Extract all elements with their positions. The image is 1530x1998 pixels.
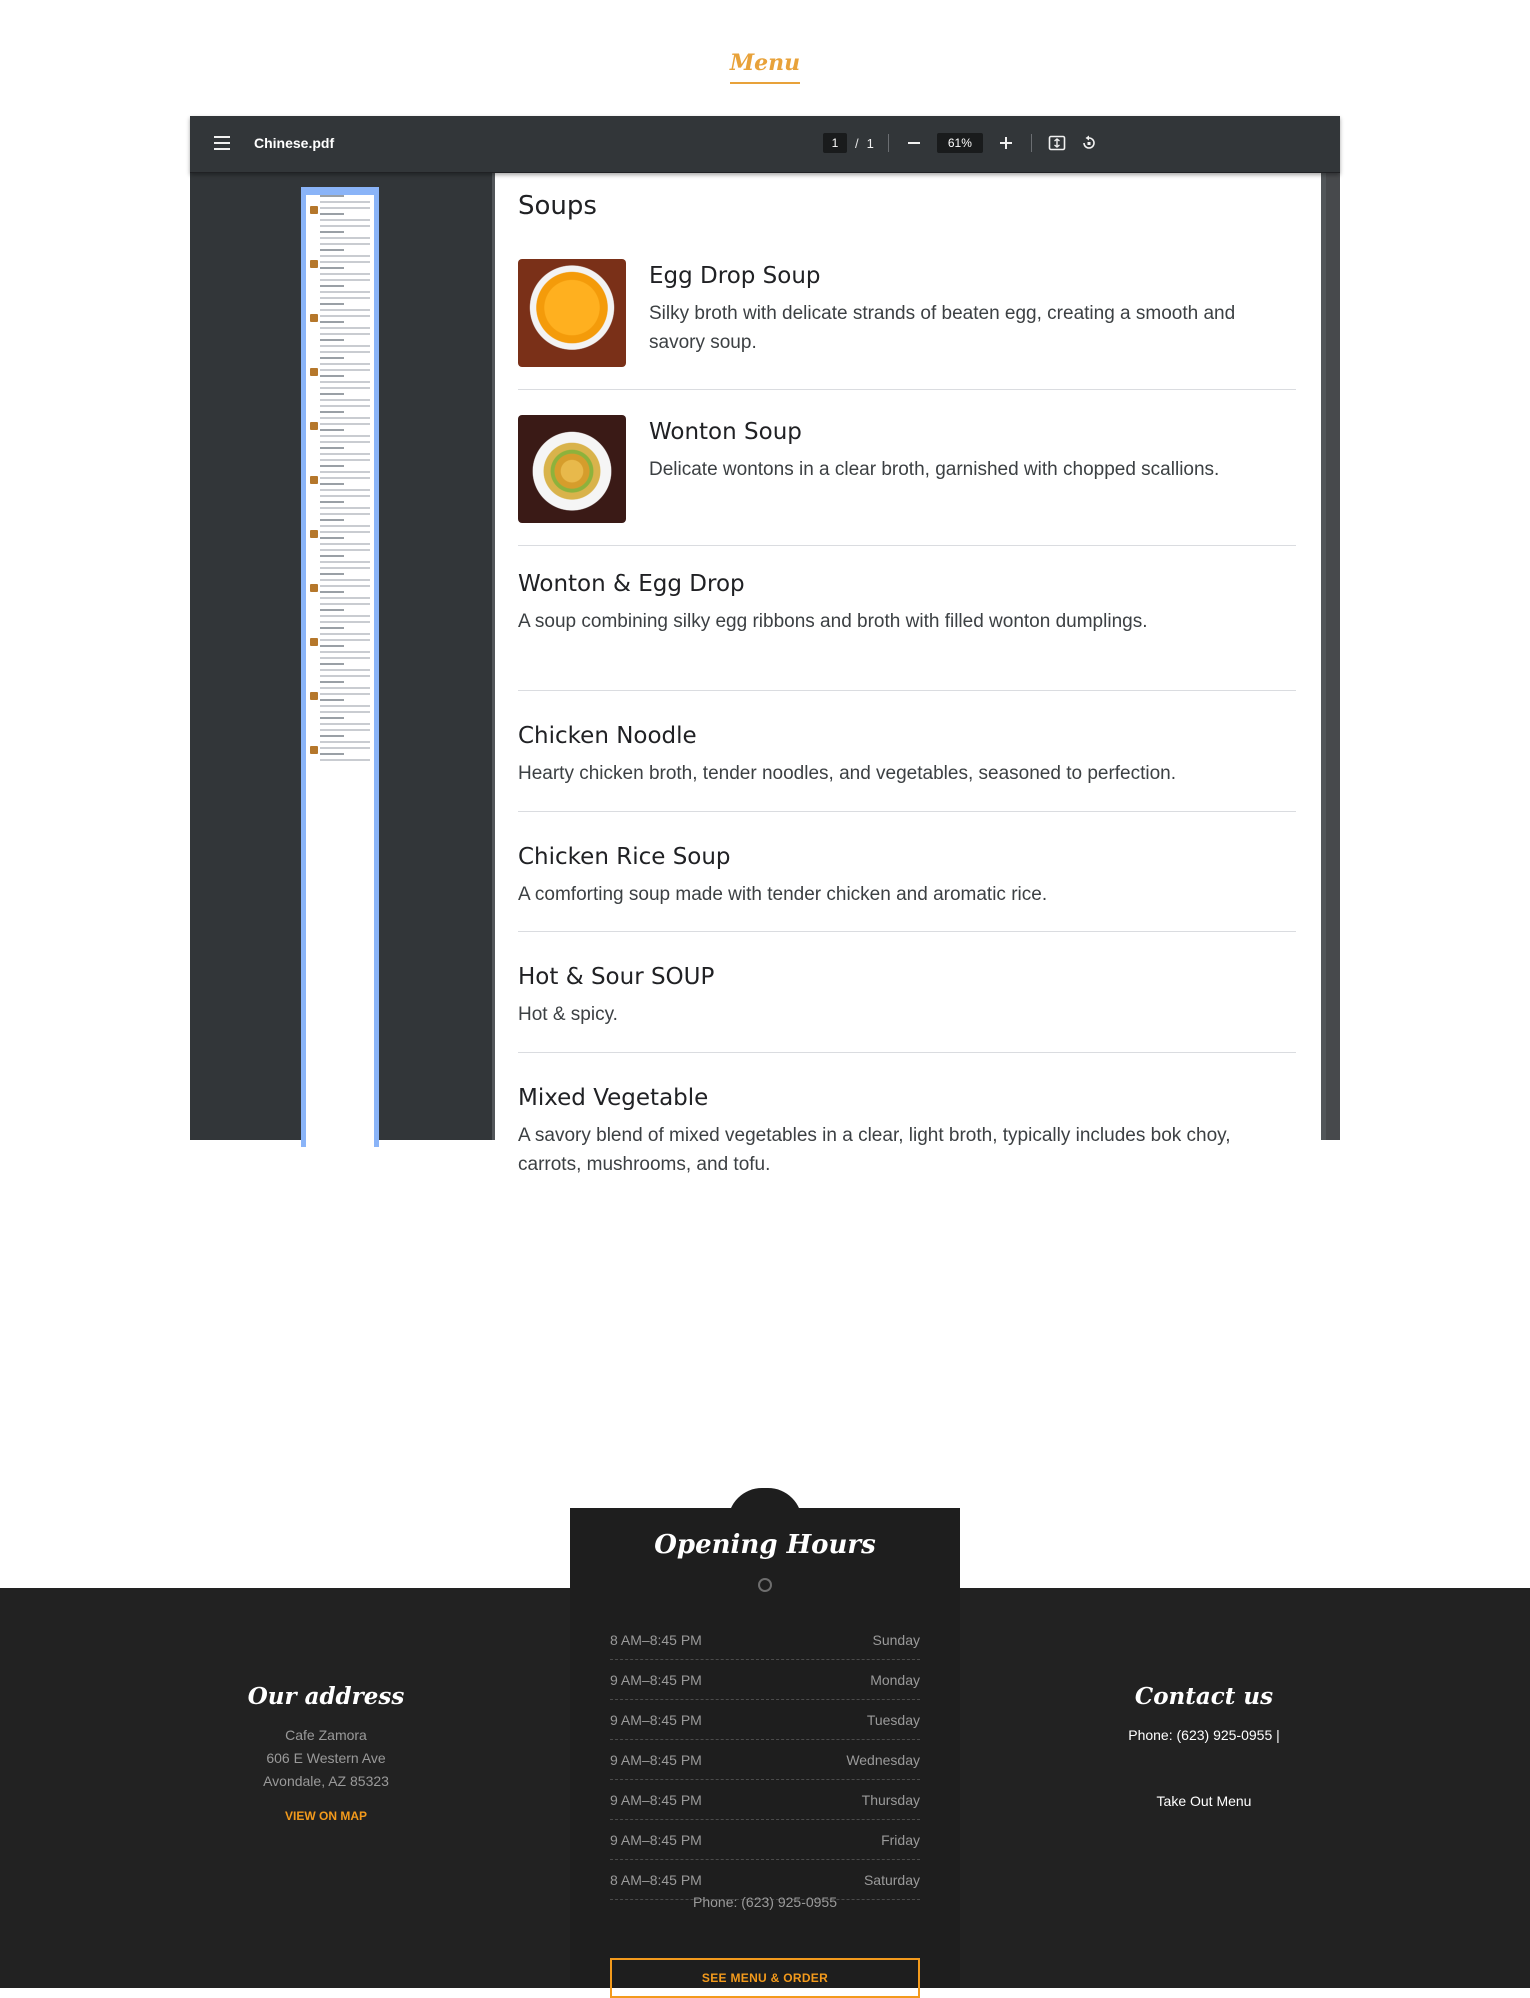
thumbnail-text-line	[320, 441, 370, 443]
menu-item-desc: A savory blend of mixed vegetables in a clear, light broth, typically includes bok choy, carrots, mushrooms, and tofu.	[518, 1125, 1231, 1175]
thumbnail-text-line	[320, 459, 370, 461]
thumbnail-text-line	[320, 417, 370, 419]
thumbnail-text-line	[320, 759, 370, 761]
opening-hours-list	[610, 1620, 920, 1900]
thumbnail-text-line	[320, 483, 344, 485]
thumbnail-image-mark	[310, 584, 318, 592]
thumbnail-text-line	[320, 213, 344, 215]
thumbnail-text-line	[320, 693, 370, 695]
thumbnail-text-line	[320, 243, 370, 245]
thumbnail-text-line	[320, 675, 370, 677]
thumbnail-image-mark	[310, 314, 318, 322]
thumbnail-text-line	[320, 687, 370, 689]
thumbnail-text-line	[320, 651, 370, 653]
menu-item	[518, 571, 1296, 691]
thumbnail-text-line	[320, 591, 344, 593]
thumbnail-text-line	[320, 507, 370, 509]
hours-row	[610, 1780, 920, 1820]
thumbnail-text-line	[320, 537, 344, 539]
thumbnail-text-line	[320, 669, 370, 671]
toolbar-divider	[1031, 134, 1032, 152]
thumbnail-text-line	[320, 717, 344, 719]
address-city: Avondale, AZ 85323	[263, 1773, 389, 1789]
hours-time: 9 AM–8:45 PM	[610, 1791, 702, 1808]
thumbnail-image-mark	[310, 368, 318, 376]
thumbnail-text-line	[320, 561, 370, 563]
thumbnail-text-line	[320, 513, 370, 515]
thumbnail-image-mark	[310, 422, 318, 430]
thumbnail-text-line	[320, 285, 344, 287]
hours-row	[610, 1700, 920, 1740]
thumbnail-text-line	[320, 369, 370, 371]
thumbnail-text-line	[320, 333, 370, 335]
menu-item	[518, 259, 1296, 390]
pdf-file-name: Chinese.pdf	[254, 135, 335, 151]
thumbnail-text-line	[320, 447, 344, 449]
thumbnail-text-line	[320, 411, 344, 413]
menu-item-desc: Hearty chicken broth, tender noodles, and vegetables, seasoned to perfection.	[518, 763, 1177, 784]
thumbnail-text-line	[320, 195, 344, 197]
thumbnail-text-line	[320, 273, 370, 275]
take-out-menu-link[interactable]: Take Out Menu	[1156, 1793, 1252, 1809]
thumbnail-text-line	[320, 555, 344, 557]
hours-time: 8 AM–8:45 PM	[610, 1871, 702, 1888]
menu-item-desc: Silky broth with delicate strands of beaten egg, creating a smooth and savory soup.	[649, 303, 1236, 353]
page-thumbnail[interactable]	[301, 187, 379, 1147]
fit-to-page-button[interactable]	[1046, 132, 1068, 154]
thumbnail-text-line	[320, 321, 344, 323]
page-thumbnail-preview	[306, 195, 374, 1147]
sun-icon	[758, 1578, 772, 1592]
doc-heading: Soups	[518, 191, 597, 221]
thumbnail-text-line	[320, 627, 344, 629]
thumbnail-text-line	[320, 621, 370, 623]
menu-item	[518, 1053, 1296, 1173]
thumbnail-text-line	[320, 615, 370, 617]
thumbnail-text-line	[320, 435, 370, 437]
wonton-soup-photo	[518, 415, 626, 523]
thumbnail-text-line	[320, 519, 344, 521]
thumbnail-text-line	[320, 225, 370, 227]
hamburger-menu-icon[interactable]	[212, 134, 232, 154]
plus-icon	[999, 136, 1013, 150]
thumbnail-text-line	[320, 735, 344, 737]
contact-phone[interactable]: Phone: (623) 925-0955 |	[1128, 1727, 1280, 1743]
hours-time: 9 AM–8:45 PM	[610, 1831, 702, 1848]
thumbnail-text-line	[320, 267, 344, 269]
thumbnail-text-line	[320, 381, 370, 383]
hours-row	[610, 1820, 920, 1860]
menu-item-title: Wonton & Egg Drop	[518, 571, 745, 597]
thumbnail-text-line	[320, 723, 370, 725]
thumbnail-text-line	[320, 711, 370, 713]
thumbnail-text-line	[320, 453, 370, 455]
thumbnail-text-line	[320, 705, 370, 707]
page-separator: /	[855, 135, 859, 151]
hours-day: Monday	[870, 1671, 920, 1688]
address-title: Our address	[247, 1683, 405, 1710]
toolbar-divider	[888, 134, 889, 152]
minus-icon	[907, 136, 921, 150]
thumbnail-text-line	[320, 339, 344, 341]
thumbnail-text-line	[320, 489, 370, 491]
thumbnail-image-mark	[310, 692, 318, 700]
hours-row	[610, 1620, 920, 1660]
thumbnail-text-line	[320, 645, 344, 647]
thumbnail-text-line	[320, 543, 370, 545]
thumbnail-text-line	[320, 219, 370, 221]
view-on-map-link[interactable]: VIEW ON MAP	[284, 1809, 367, 1823]
thumbnail-text-line	[320, 201, 370, 203]
menu-item-title: Wonton Soup	[649, 419, 802, 445]
address-name: Cafe Zamora	[285, 1727, 367, 1743]
thumbnail-image-mark	[310, 260, 318, 268]
total-pages: 1	[866, 135, 874, 151]
menu-item-desc: A comforting soup made with tender chicken and aromatic rice.	[518, 884, 1048, 905]
thumbnail-text-line	[320, 681, 344, 683]
hours-day: Wednesday	[846, 1751, 920, 1768]
hours-day: Tuesday	[866, 1711, 920, 1728]
thumbnail-text-line	[320, 639, 370, 641]
thumbnail-image-mark	[310, 476, 318, 484]
thumbnail-image-mark	[310, 638, 318, 646]
menu-item	[518, 812, 1296, 932]
thumbnail-text-line	[320, 207, 370, 209]
thumbnail-text-line	[320, 231, 344, 233]
thumbnail-text-line	[320, 603, 370, 605]
thumbnail-text-line	[320, 741, 370, 743]
thumbnail-text-line	[320, 501, 344, 503]
thumbnail-text-line	[320, 525, 370, 527]
hours-row	[610, 1740, 920, 1780]
menu-item-title: Hot & Sour SOUP	[518, 964, 715, 990]
thumbnail-text-line	[320, 255, 370, 257]
opening-hours-title: Opening Hours	[654, 1530, 876, 1560]
fit-to-page-icon	[1048, 134, 1066, 152]
contact-column	[1054, 1683, 1354, 1809]
menu-item-desc: Hot & spicy.	[518, 1004, 618, 1025]
thumbnail-text-line	[320, 261, 370, 263]
thumbnail-text-line	[320, 375, 344, 377]
thumbnail-text-line	[320, 327, 370, 329]
menu-item	[518, 932, 1296, 1053]
thumbnail-image-mark	[310, 206, 318, 214]
thumbnail-text-line	[320, 531, 370, 533]
thumbnail-text-line	[320, 279, 370, 281]
hours-time: 9 AM–8:45 PM	[610, 1751, 702, 1768]
address-street: 606 E Western Ave	[266, 1750, 386, 1766]
hours-time: 9 AM–8:45 PM	[610, 1671, 702, 1688]
pdf-scrollbar[interactable]	[1326, 173, 1340, 1140]
thumbnail-text-line	[320, 297, 370, 299]
pdf-toolbar	[190, 116, 1340, 173]
thumbnail-text-line	[320, 303, 344, 305]
thumbnail-text-line	[320, 291, 370, 293]
thumbnail-text-line	[320, 597, 370, 599]
pdf-page	[495, 173, 1321, 1175]
page-number-input[interactable]: 1	[823, 133, 847, 153]
menu-item-title: Mixed Vegetable	[518, 1085, 709, 1111]
thumbnail-text-line	[320, 609, 344, 611]
egg-drop-soup-photo	[518, 259, 626, 367]
thumbnail-text-line	[320, 357, 344, 359]
thumbnail-text-line	[320, 633, 370, 635]
pdf-document-area	[492, 173, 1340, 1175]
thumbnail-text-line	[320, 429, 344, 431]
hours-time: 9 AM–8:45 PM	[610, 1711, 702, 1728]
hours-phone: Phone: (623) 925-0955	[693, 1894, 837, 1910]
thumbnail-text-line	[320, 729, 370, 731]
opening-hours-card	[570, 1508, 960, 1988]
thumbnail-text-line	[320, 471, 370, 473]
menu-item	[518, 415, 1296, 546]
hours-day: Sunday	[872, 1631, 920, 1648]
rotate-button[interactable]	[1078, 132, 1100, 154]
thumbnail-text-line	[320, 573, 344, 575]
thumbnail-image-mark	[310, 746, 318, 754]
thumbnail-text-line	[320, 363, 370, 365]
pdf-controls	[823, 132, 1100, 154]
menu-title: Menu	[730, 50, 800, 84]
contact-title: Contact us	[1134, 1683, 1274, 1710]
see-menu-order-button[interactable]: SEE MENU & ORDER	[610, 1958, 920, 1998]
hours-day: Friday	[881, 1831, 920, 1848]
thumbnail-text-line	[320, 753, 344, 755]
pdf-thumbnail-sidebar	[190, 173, 492, 1140]
menu-section-heading	[0, 50, 1530, 84]
thumbnail-text-line	[320, 423, 370, 425]
thumbnail-text-line	[320, 387, 370, 389]
thumbnail-text-line	[320, 309, 370, 311]
thumbnail-text-line	[320, 237, 370, 239]
menu-item	[518, 691, 1296, 812]
thumbnail-text-line	[320, 747, 370, 749]
hours-day: Saturday	[863, 1871, 920, 1888]
rotate-icon	[1080, 134, 1098, 152]
menu-item-title: Egg Drop Soup	[649, 263, 821, 289]
thumbnail-text-line	[320, 663, 344, 665]
hours-row	[610, 1660, 920, 1700]
thumbnail-text-line	[320, 495, 370, 497]
thumbnail-text-line	[320, 345, 370, 347]
thumbnail-text-line	[320, 657, 370, 659]
thumbnail-text-line	[320, 549, 370, 551]
hours-time: 8 AM–8:45 PM	[610, 1631, 702, 1648]
thumbnail-image-mark	[310, 530, 318, 538]
thumbnail-text-line	[320, 405, 370, 407]
hours-day: Thursday	[861, 1791, 920, 1808]
menu-item-desc: A soup combining silky egg ribbons and broth with filled wonton dumplings.	[518, 611, 1148, 632]
menu-item-desc: Delicate wontons in a clear broth, garnished with chopped scallions.	[649, 459, 1220, 480]
thumbnail-text-line	[320, 579, 370, 581]
thumbnail-text-line	[320, 315, 370, 317]
pdf-viewer	[190, 116, 1340, 1175]
thumbnail-text-line	[320, 399, 370, 401]
zoom-level-input[interactable]: 61%	[937, 133, 983, 153]
thumbnail-text-line	[320, 699, 344, 701]
thumbnail-text-line	[320, 567, 370, 569]
zoom-out-button[interactable]	[903, 132, 925, 154]
address-column	[176, 1683, 476, 1823]
thumbnail-text-line	[320, 477, 370, 479]
thumbnail-text-line	[320, 393, 344, 395]
zoom-in-button[interactable]	[995, 132, 1017, 154]
thumbnail-text-line	[320, 249, 344, 251]
menu-item-title: Chicken Noodle	[518, 723, 697, 749]
thumbnail-text-line	[320, 585, 370, 587]
menu-item-title: Chicken Rice Soup	[518, 844, 731, 870]
thumbnail-text-line	[320, 351, 370, 353]
thumbnail-text-line	[320, 465, 344, 467]
